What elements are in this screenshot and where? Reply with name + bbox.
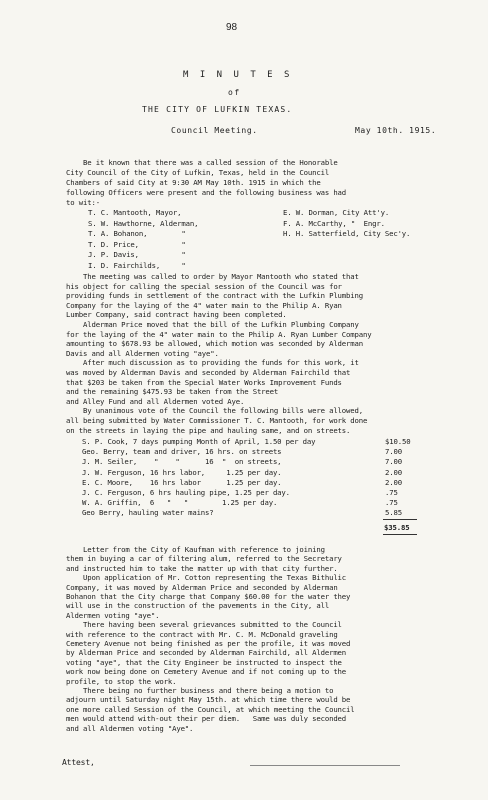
body-line: Davis and all Aldermen voting "aye". (66, 348, 219, 358)
body-line: After much discussion as to providing the funds for this work, it (66, 358, 359, 368)
body-line: for the laying of the 4" water main to the Philip A. Ryan Lumber Company (66, 329, 372, 339)
bill-amount: 7.00 (385, 457, 402, 467)
body-line: his object for calling the special session of the Council was for (66, 281, 342, 291)
bill-amount: 7.00 (385, 447, 402, 457)
bill-name: S. P. Cook, 7 days pumping Month of April, 1.50 per day (82, 437, 316, 446)
body-line: voting "aye", that the City Engineer be instructed to inspect the (66, 657, 342, 667)
bill-name: J. W. Ferguson, 16 hrs labor, 1.25 per day. (82, 467, 282, 477)
officer-entry: H. H. Satterfield, City Sec'y. (283, 229, 411, 238)
bill-name: E. C. Moore, 16 hrs labor 1.25 per day. (82, 477, 282, 487)
officer-entry: F. A. McCarthy, " Engr. (283, 218, 385, 228)
body-line: and instructed him to take the matter up with that city further. (66, 563, 338, 573)
body-line: on the streets in laying the pipe and hauling same, and on streets. (66, 425, 351, 435)
officer-entry: T. C. Mantooth, Mayor, (88, 208, 182, 217)
officer-entry: J. P. Davis, " (88, 250, 186, 259)
body-line: profile, to stop the work. (66, 676, 177, 686)
body-line: Aldermen voting "aye". (66, 610, 160, 620)
attest-label: Attest, (62, 758, 95, 767)
bill-amount: .75 (385, 498, 398, 508)
body-line: Company for the laying of the 4" water main to the Philip A. Ryan (66, 300, 342, 310)
body-line: by Alderman Price and seconded by Alderman Fairchild, all Aldermen (66, 648, 347, 658)
bill-name: J. C. Ferguson, 6 hrs hauling pipe, 1.25 per day. (82, 488, 290, 497)
body-line: providing funds in settlement of the contract with the Lufkin Plumbing (66, 291, 364, 301)
body-line: and the remaining $475.93 be taken from the Street (66, 387, 279, 397)
body-line: Cemetery Avenue not being finished as per the profile, it was moved (66, 639, 351, 648)
meeting-type: Council Meeting. (171, 126, 258, 135)
intro-line: following Officers were present and the following business was had (66, 188, 347, 197)
bill-name: Geo. Berry, team and driver, 16 hrs. on streets (82, 447, 282, 457)
city-heading: THE CITY OF LUFKIN TEXAS. (142, 105, 293, 114)
officer-entry: I. D. Fairchilds, " (88, 260, 186, 270)
body-line: adjourn until Saturday night May 15th. at which time there would be (66, 695, 351, 705)
page-number: 98 (226, 22, 238, 33)
bill-amount: 2.00 (385, 477, 402, 487)
body-line: Bohanon that the City charge that Company $60.00 for the water they (66, 592, 351, 601)
body-line: and Alley Fund and all Aldermen voted Aye. (66, 396, 245, 406)
body-line: them in buying a car of filtering alum, referred to the Secretary (66, 554, 342, 564)
body-line: Alderman Price moved that the bill of the Lufkin Plumbing Company (66, 320, 359, 329)
body-line: and all Aldermen voting "Aye". (66, 723, 194, 733)
intro-line: City Council of the City of Lufkin, Texas, held in the Council (66, 168, 330, 177)
document-title: M I N U T E S (183, 70, 293, 80)
bill-amount: 2.00 (385, 467, 402, 477)
body-line: men would attend with-out their per diem. Same was duly seconded (66, 714, 347, 724)
signature-line (250, 765, 400, 766)
body-line: one more called Session of the Council, at which meeting the Council (66, 704, 355, 714)
body-line: with reference to the contract with Mr. C. M. McDonald graveling (66, 629, 338, 639)
bill-name: W. A. Griffin, 6 " " 1.25 per day. (82, 498, 278, 508)
body-line: that $203 be taken from the Special Water Works Improvement Funds (66, 377, 342, 387)
bill-name: Geo Berry, hauling water mains? (82, 508, 214, 518)
officer-entry: T. A. Bohanon, " (88, 229, 186, 238)
body-line: Letter from the City of Kaufman with reference to joining (66, 545, 325, 554)
title-of: of (228, 88, 241, 97)
bills-total: $35.85 (384, 523, 410, 532)
total-double-rule (383, 534, 417, 535)
meeting-date: May 10th. 1915. (355, 126, 437, 135)
body-line: amounting to $678.93 be allowed, which motion was seconded by Alderman (66, 339, 364, 349)
intro-line: Chambers of said City at 9:30 AM May 10th. 1915 in which the (66, 178, 321, 187)
body-line: Upon application of Mr. Cotton representing the Texas Bithulic (66, 573, 347, 583)
intro-line: Be it known that there was a called session of the Honorable (66, 158, 338, 167)
body-line: The meeting was called to order by Mayor Mantooth who stated that (66, 272, 359, 281)
bill-name: J. M. Seiler, " " 16 " on streets, (82, 457, 282, 467)
bill-amount: $10.50 (385, 437, 411, 446)
intro-line: to wit:- (66, 198, 100, 207)
officer-entry: E. W. Dorman, City Att'y. (283, 208, 390, 217)
body-line: There having been several grievances submitted to the Council (66, 620, 342, 630)
body-line: Company, it was moved by Alderman Price and seconded by Alderman (66, 582, 338, 592)
body-line: Lumber Company, said contract having been completed. (66, 310, 287, 320)
bill-amount: 5.85 (385, 508, 402, 518)
officer-entry: T. D. Price, " (88, 239, 186, 249)
body-line: There being no further business and there being a motion to (66, 686, 334, 695)
body-line: was moved by Alderman Davis and seconded by Alderman Fairchild that (66, 368, 351, 377)
body-line: all being submitted by Water Commissioner T. C. Mantooth, for work done (66, 416, 368, 425)
total-rule (383, 519, 417, 520)
body-line: work now being done on Cemetery Avenue and if not coming up to the (66, 667, 347, 677)
body-line: By unanimous vote of the Council the following bills were allowed, (66, 406, 364, 416)
bill-amount: .75 (385, 488, 398, 497)
officer-entry: S. W. Hawthorne, Alderman, (88, 218, 199, 228)
body-line: will use in the construction of the pavements in the City, all (66, 601, 330, 611)
